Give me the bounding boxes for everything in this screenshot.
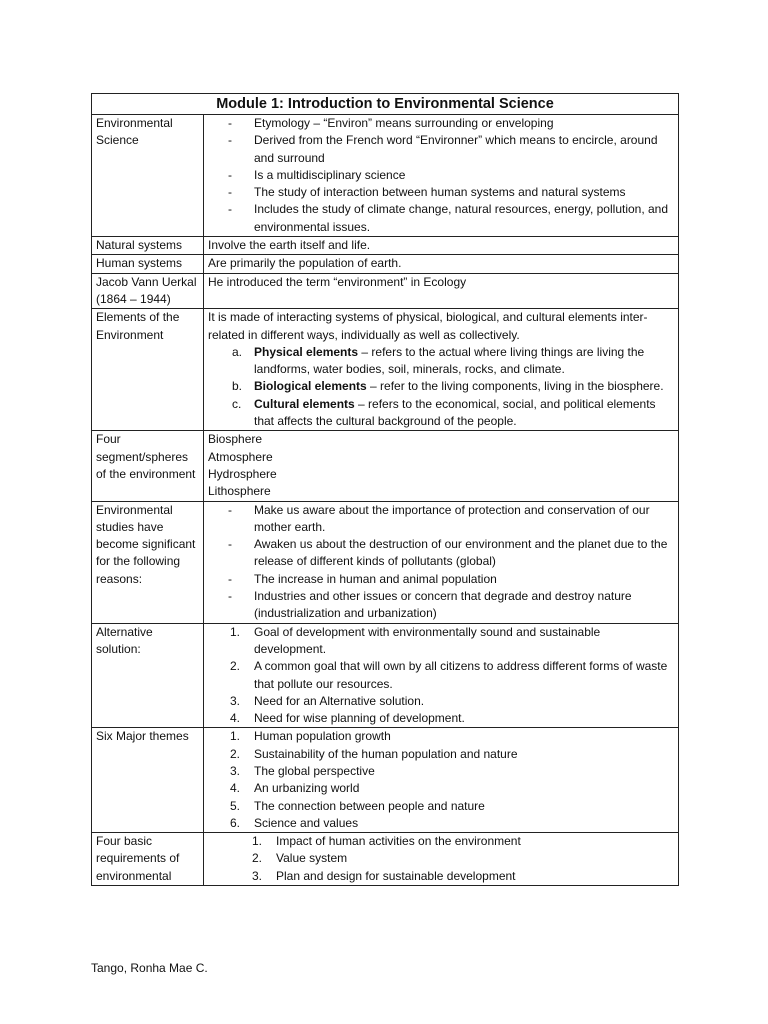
list-item: - Is a multidisciplinary science: [208, 167, 674, 184]
table-title: Module 1: Introduction to Environmental Science: [92, 94, 679, 115]
list-text: A common goal that will own by all citizens to address different forms of waste that pollute our resources.: [254, 659, 668, 691]
sphere-item: Biosphere: [208, 432, 263, 447]
term-cell: Environmental studies have become significant for the following reasons:: [92, 501, 204, 623]
definition-cell: [204, 833, 679, 886]
elements-intro: It is made of interacting systems of physical, biological, and cultural elements inter-related in different ways, individually as well as collectively.: [208, 310, 648, 342]
list-text: Value system: [276, 851, 348, 866]
term-cell: Human systems: [92, 255, 204, 273]
table-row: [92, 237, 679, 255]
list-item: [208, 815, 674, 832]
dash-list: [208, 115, 674, 236]
list-item: [208, 728, 674, 745]
term-cell: Elements of the Environment: [92, 309, 204, 431]
numbered-list: [208, 624, 674, 728]
list-item: [208, 378, 674, 395]
list-item: [208, 833, 674, 850]
list-marker: 1.: [230, 729, 241, 744]
list-marker: 1.: [252, 834, 263, 849]
list-item: [208, 693, 674, 710]
element-description: – refers to the economical, social, and political elements that affects the cultural background of the people.: [254, 396, 656, 429]
definition-cell: [204, 728, 679, 833]
numbered-list: [208, 728, 674, 832]
term-cell: Four segment/spheres of the environment: [92, 431, 204, 501]
list-marker: 1.: [230, 624, 241, 639]
list-text: Human population growth: [254, 729, 391, 744]
term-cell: Jacob Vann Uerkal (1864 – 1944): [92, 273, 204, 309]
list-text: An urbanizing world: [254, 781, 360, 796]
list-marker: 5.: [230, 798, 241, 813]
term-cell: Alternative solution:: [92, 623, 204, 728]
list-item: [208, 710, 674, 727]
definition-cell: [204, 501, 679, 623]
list-item: - Etymology – “Environ” means surrounding or enveloping: [208, 115, 674, 132]
list-item: [208, 868, 674, 885]
sphere-item: Lithosphere: [208, 484, 271, 499]
list-text: Impact of human activities on the environment: [276, 834, 521, 849]
list-item: - The study of interaction between human systems and natural systems: [208, 184, 674, 201]
list-marker: 2.: [230, 659, 241, 674]
element-name: Biological elements: [254, 379, 367, 394]
list-marker: 3.: [230, 693, 241, 708]
list-item: [208, 396, 674, 431]
list-item: - Derived from the French word “Environner” which means to encircle, around and surround: [208, 132, 674, 167]
list-text: The connection between people and nature: [254, 798, 485, 813]
list-item: [208, 763, 674, 780]
table-row: [92, 833, 679, 886]
list-marker: 2.: [252, 851, 263, 866]
list-text: Science and values: [254, 815, 359, 830]
list-item: [208, 658, 674, 693]
table-row: [92, 115, 679, 237]
sphere-item: Atmosphere: [208, 449, 273, 464]
table-row: [92, 501, 679, 623]
sphere-item: Hydrosphere: [208, 466, 277, 481]
list-marker: b.: [232, 379, 243, 394]
definition-cell: [204, 309, 679, 431]
list-text: Plan and design for sustainable development: [276, 868, 516, 883]
definition-cell: [204, 115, 679, 237]
numbered-list: [208, 833, 674, 885]
definition-cell: Are primarily the population of earth.: [204, 255, 679, 273]
list-item: - The increase in human and animal population: [208, 571, 674, 588]
list-marker: 3.: [252, 868, 263, 883]
definition-cell: [204, 623, 679, 728]
list-item: [208, 850, 674, 867]
element-name: Cultural elements: [254, 396, 355, 411]
list-item: - Industries and other issues or concern that degrade and destroy nature (industrialization and urbanization): [208, 588, 674, 623]
element-description: – refer to the living components, living in the biosphere.: [366, 379, 664, 394]
table-row: [92, 255, 679, 273]
element-description: – refers to the actual where living things are living the landforms, water bodies, soil, minerals, rocks, and climate.: [254, 344, 645, 377]
list-item: - Includes the study of climate change, natural resources, energy, pollution, and environmental issues.: [208, 201, 674, 236]
list-marker: a.: [232, 344, 243, 359]
element-name: Physical elements: [254, 344, 359, 359]
list-item: - Make us aware about the importance of protection and conservation of our mother earth.: [208, 502, 674, 537]
title-row: [92, 94, 679, 115]
definition-cell: [204, 431, 679, 501]
table-row: [92, 623, 679, 728]
list-marker: 2.: [230, 746, 241, 761]
list-text: The global perspective: [254, 763, 375, 778]
list-text: Sustainability of the human population and nature: [254, 746, 518, 761]
term-cell: Six Major themes: [92, 728, 204, 833]
list-marker: 4.: [230, 781, 241, 796]
list-text: Goal of development with environmentally sound and sustainable development.: [254, 624, 601, 656]
list-marker: c.: [232, 396, 242, 411]
list-text: Need for an Alternative solution.: [254, 693, 425, 708]
author-footer: Tango, Ronha Mae C.: [91, 961, 208, 975]
module-table: [91, 93, 679, 886]
list-marker: 6.: [230, 815, 241, 830]
list-item: [208, 780, 674, 797]
list-item: [208, 798, 674, 815]
table-row: [92, 309, 679, 431]
definition-cell: Involve the earth itself and life.: [204, 237, 679, 255]
term-cell: Environmental Science: [92, 115, 204, 237]
definition-cell: He introduced the term “environment” in Ecology: [204, 273, 679, 309]
list-marker: 4.: [230, 711, 241, 726]
dash-list: [208, 502, 674, 623]
list-marker: 3.: [230, 763, 241, 778]
table-row: [92, 273, 679, 309]
list-item: - Awaken us about the destruction of our environment and the planet due to the release of different kinds of pollutants (global): [208, 536, 674, 571]
term-cell: Four basic requirements of environmental: [92, 833, 204, 886]
table-row: [92, 728, 679, 833]
list-item: [208, 746, 674, 763]
alpha-list: [208, 344, 674, 430]
table-row: [92, 431, 679, 501]
list-text: Need for wise planning of development.: [254, 711, 465, 726]
list-item: [208, 624, 674, 659]
list-item: [208, 344, 674, 379]
term-cell: Natural systems: [92, 237, 204, 255]
